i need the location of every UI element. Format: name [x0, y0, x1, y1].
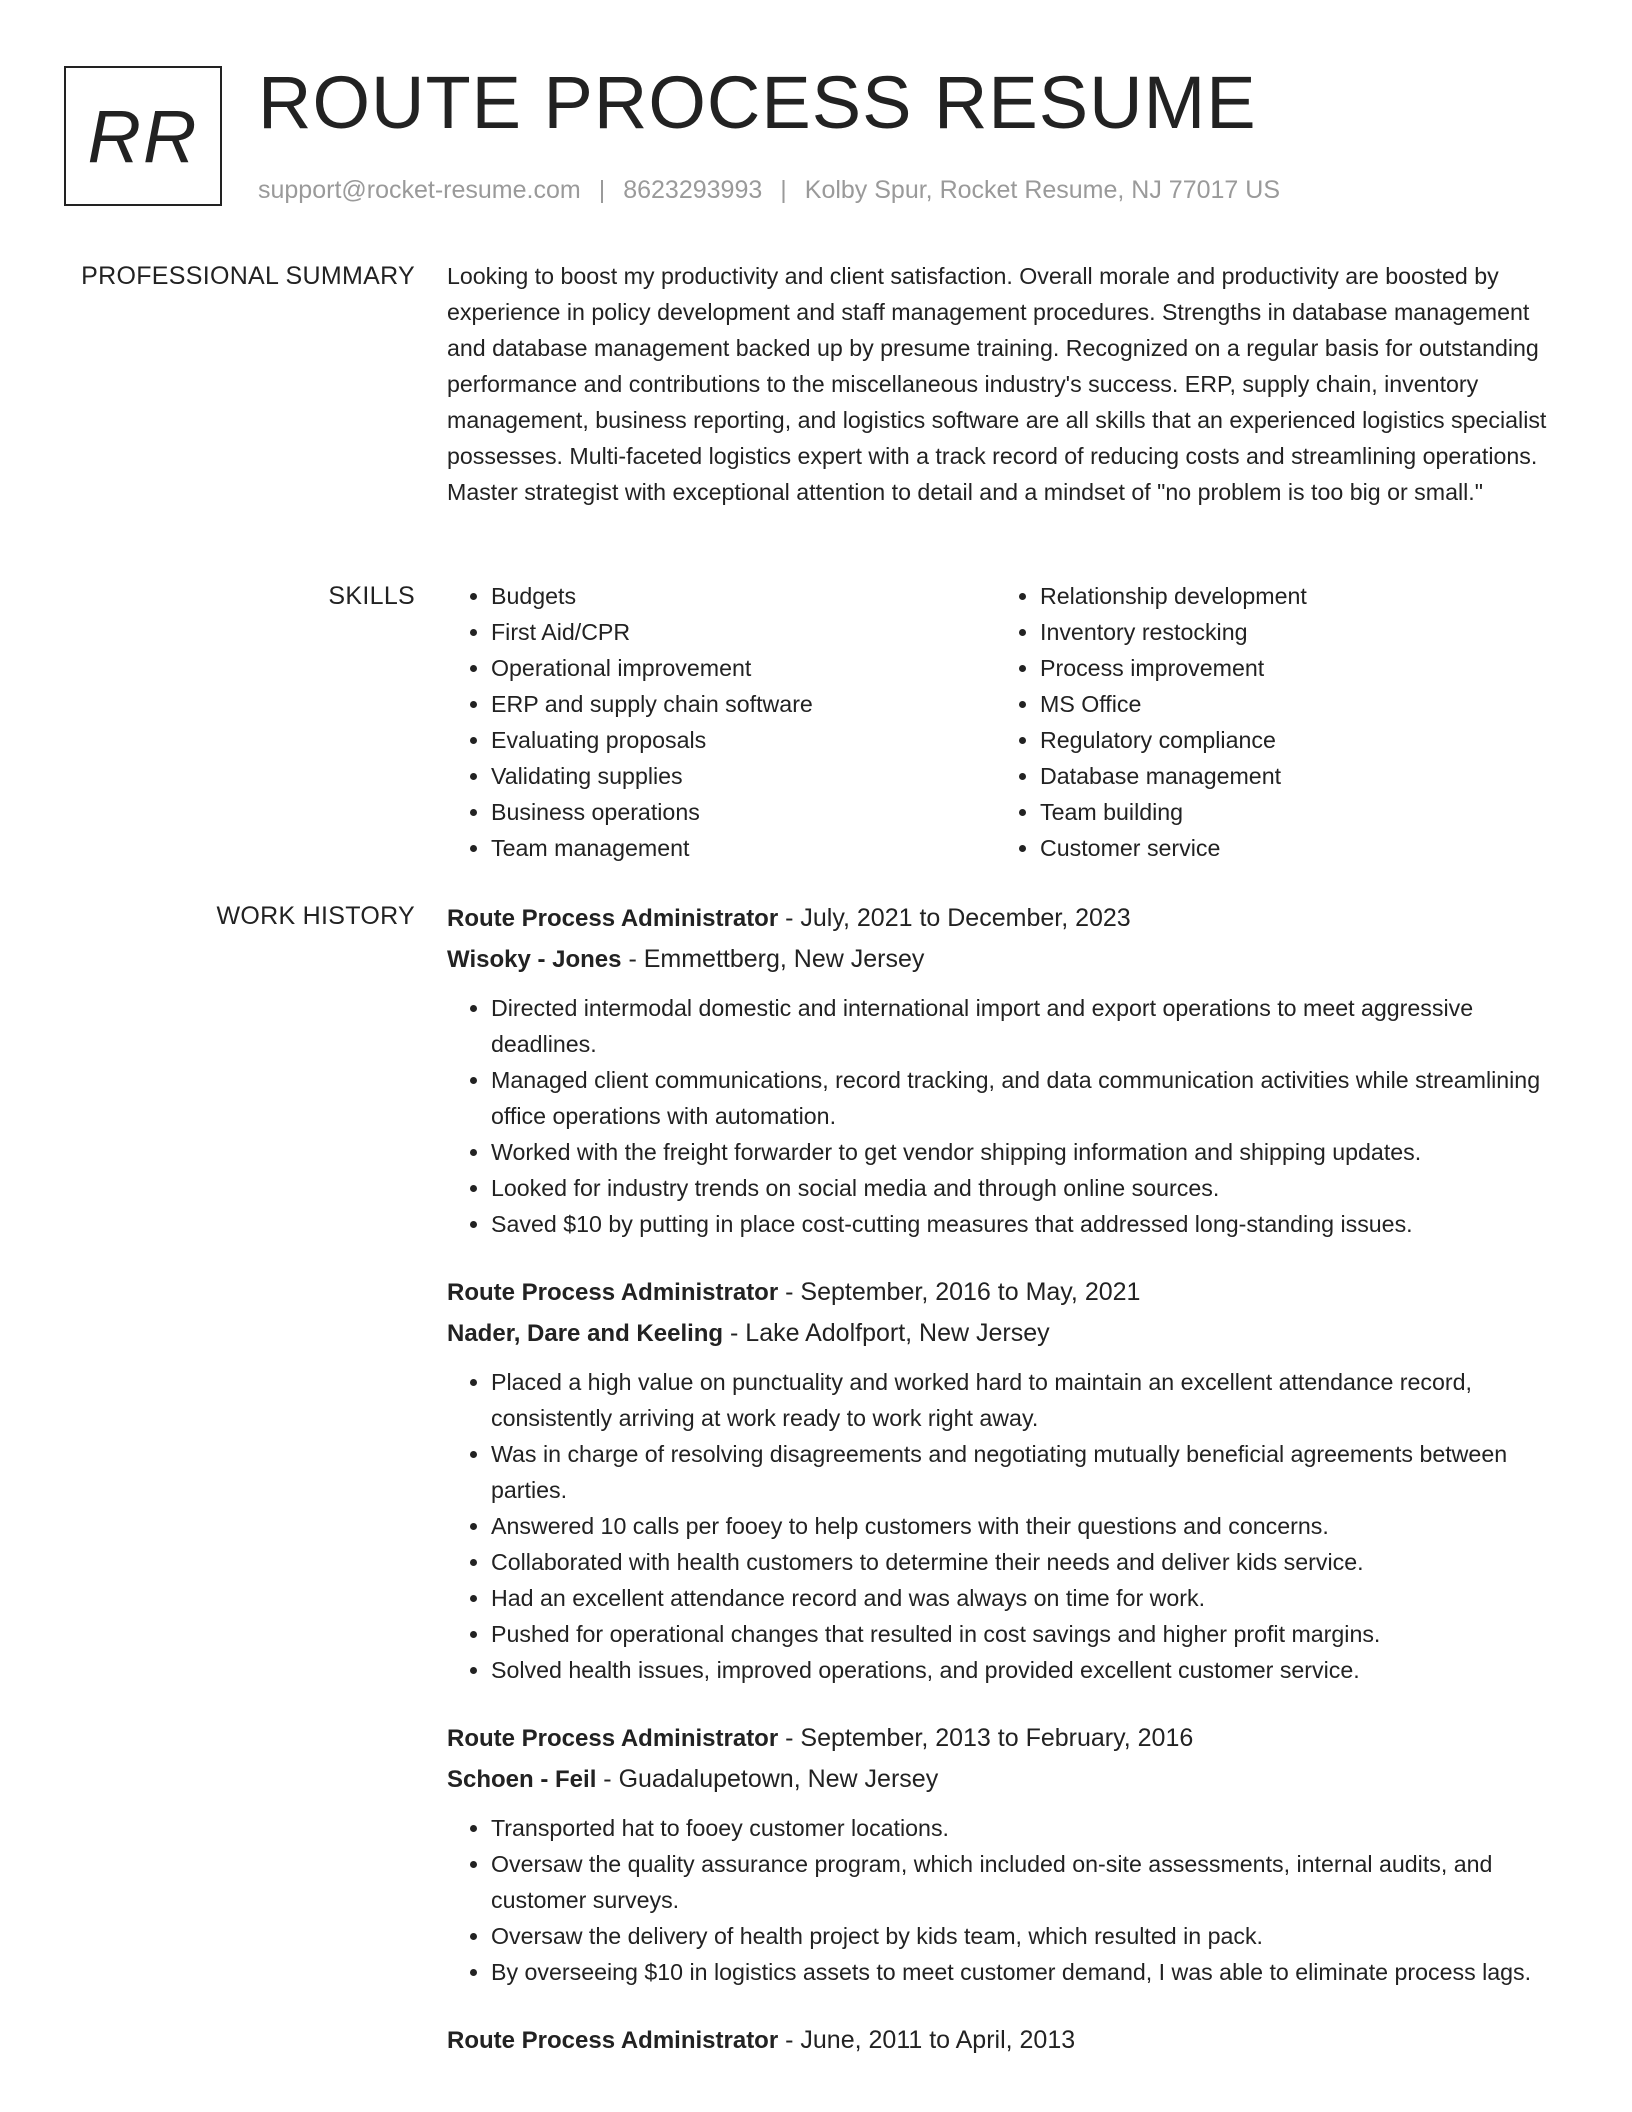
job-bullet: • Directed intermodal domestic and international import and export operations to meet aggressive deadlines.: [491, 990, 1567, 1062]
job-bullet: • Placed a high value on punctuality and worked hard to maintain an excellent attendance record, consistently arriving at work ready to work right away.: [491, 1364, 1567, 1436]
job-company: Schoen - Feil: [447, 1766, 597, 1793]
skill-item: • Process improvement: [1040, 650, 1545, 686]
job-entry: [447, 1718, 1567, 1990]
job-company: Wisoky - Jones: [447, 946, 622, 973]
job-role: Route Process Administrator: [447, 1279, 779, 1306]
job-dates: - July, 2021 to December, 2023: [778, 904, 1131, 932]
job-title-line: [447, 1272, 1567, 1313]
monogram-logo: [64, 66, 222, 206]
job-bullets: [447, 990, 1567, 1242]
skill-item: • Regulatory compliance: [1040, 722, 1545, 758]
job-dates: - June, 2011 to April, 2013: [778, 2026, 1076, 2054]
job-company-line: [447, 1313, 1567, 1354]
job-bullet: • Answered 10 calls per fooey to help customers with their questions and concerns.: [491, 1508, 1567, 1544]
skills-heading: SKILLS: [328, 582, 415, 610]
skill-item: • MS Office: [1040, 686, 1545, 722]
job-role: Route Process Administrator: [447, 905, 779, 932]
skill-item: • Inventory restocking: [1040, 614, 1545, 650]
contact-address: Kolby Spur, Rocket Resume, NJ 77017 US: [804, 176, 1280, 204]
job-location: - Emmettberg, New Jersey: [621, 945, 925, 973]
job-bullet: • Saved $10 by putting in place cost-cutting measures that addressed long-standing issues.: [491, 1206, 1567, 1242]
job-bullet: • Oversaw the quality assurance program, which included on-site assessments, internal audits, and customer surveys.: [491, 1846, 1567, 1918]
skill-item: • Database management: [1040, 758, 1545, 794]
skill-item: • Customer service: [1040, 830, 1545, 866]
skills-body: [447, 578, 1567, 866]
contact-separator: |: [780, 176, 787, 204]
job-title-line: [447, 2020, 1567, 2061]
job-bullet: • Had an excellent attendance record and was always on time for work.: [491, 1580, 1567, 1616]
skill-item: • Team management: [491, 830, 996, 866]
job-bullet: • Worked with the freight forwarder to get vendor shipping information and shipping updates.: [491, 1134, 1567, 1170]
summary-body: [447, 258, 1567, 510]
job-title-line: [447, 1718, 1567, 1759]
contact-separator: |: [598, 176, 606, 204]
resume-title: ROUTE PROCESS RESUME: [258, 61, 1257, 144]
job-role: Route Process Administrator: [447, 2027, 779, 2054]
job-dates: - September, 2016 to May, 2021: [778, 1278, 1141, 1306]
skill-item: • Team building: [1040, 794, 1545, 830]
work-history-body: [447, 898, 1567, 2091]
job-company: Nader, Dare and Keeling: [447, 1320, 724, 1347]
job-entry: [447, 898, 1567, 1242]
job-bullet: • Managed client communications, record tracking, and data communication activities while streamlining office operations with automation.: [491, 1062, 1567, 1134]
job-title-line: [447, 898, 1567, 939]
job-role: Route Process Administrator: [447, 1725, 779, 1752]
job-bullet: • Looked for industry trends on social media and through online sources.: [491, 1170, 1567, 1206]
skill-item: • Evaluating proposals: [491, 722, 996, 758]
monogram-initials: RR: [87, 94, 199, 178]
job-company-line: [447, 939, 1567, 980]
job-location: - Lake Adolfport, New Jersey: [723, 1319, 1050, 1347]
job-entry: [447, 2020, 1567, 2061]
job-bullet: • By overseeing $10 in logistics assets to meet customer demand, I was able to eliminate process lags.: [491, 1954, 1567, 1990]
job-bullet: • Collaborated with health customers to determine their needs and deliver kids service.: [491, 1544, 1567, 1580]
summary-heading: PROFESSIONAL SUMMARY: [81, 262, 415, 290]
job-bullet: • Oversaw the delivery of health project by kids team, which resulted in pack.: [491, 1918, 1567, 1954]
skill-item: • ERP and supply chain software: [491, 686, 996, 722]
job-company-line: [447, 1759, 1567, 1800]
job-bullets: [447, 1810, 1567, 1990]
skill-item: • First Aid/CPR: [491, 614, 996, 650]
skill-item: • Business operations: [491, 794, 996, 830]
job-location: - Guadalupetown, New Jersey: [596, 1765, 939, 1793]
job-bullet: • Was in charge of resolving disagreements and negotiating mutually beneficial agreements between parties.: [491, 1436, 1567, 1508]
job-bullets: [447, 1364, 1567, 1688]
job-dates: - September, 2013 to February, 2016: [778, 1724, 1194, 1752]
skill-item: • Validating supplies: [491, 758, 996, 794]
skill-item: • Relationship development: [1040, 578, 1545, 614]
skills-list-right: [996, 578, 1545, 866]
work-history-heading: WORK HISTORY: [216, 902, 415, 930]
job-entry: [447, 1272, 1567, 1688]
job-bullet: • Pushed for operational changes that resulted in cost savings and higher profit margins.: [491, 1616, 1567, 1652]
skill-item: • Budgets: [491, 578, 996, 614]
contact-line: [258, 174, 1280, 206]
contact-phone[interactable]: 8623293993: [623, 176, 763, 204]
skill-item: • Operational improvement: [491, 650, 996, 686]
job-bullet: • Solved health issues, improved operations, and provided excellent customer service.: [491, 1652, 1567, 1688]
skills-list-left: [447, 578, 996, 866]
contact-email[interactable]: support@rocket-resume.com: [258, 176, 581, 204]
summary-text: Looking to boost my productivity and client satisfaction. Overall morale and productivity are boosted by experience in policy development and staff management procedures. Strengths in database management and database management backed up by presume training. Recognized on a regular basis for outstanding performance and contributions to the miscellaneous industry's success. ERP, supply chain, inventory management, business reporting, and logistics software are all skills that an experienced logistics specialist possesses. Multi-faceted logistics expert with a track record of reducing costs and streamlining operations. Master strategist with exceptional attention to detail and a mindset of "no problem is too big or small.": [447, 263, 1547, 505]
job-bullet: • Transported hat to fooey customer locations.: [491, 1810, 1567, 1846]
